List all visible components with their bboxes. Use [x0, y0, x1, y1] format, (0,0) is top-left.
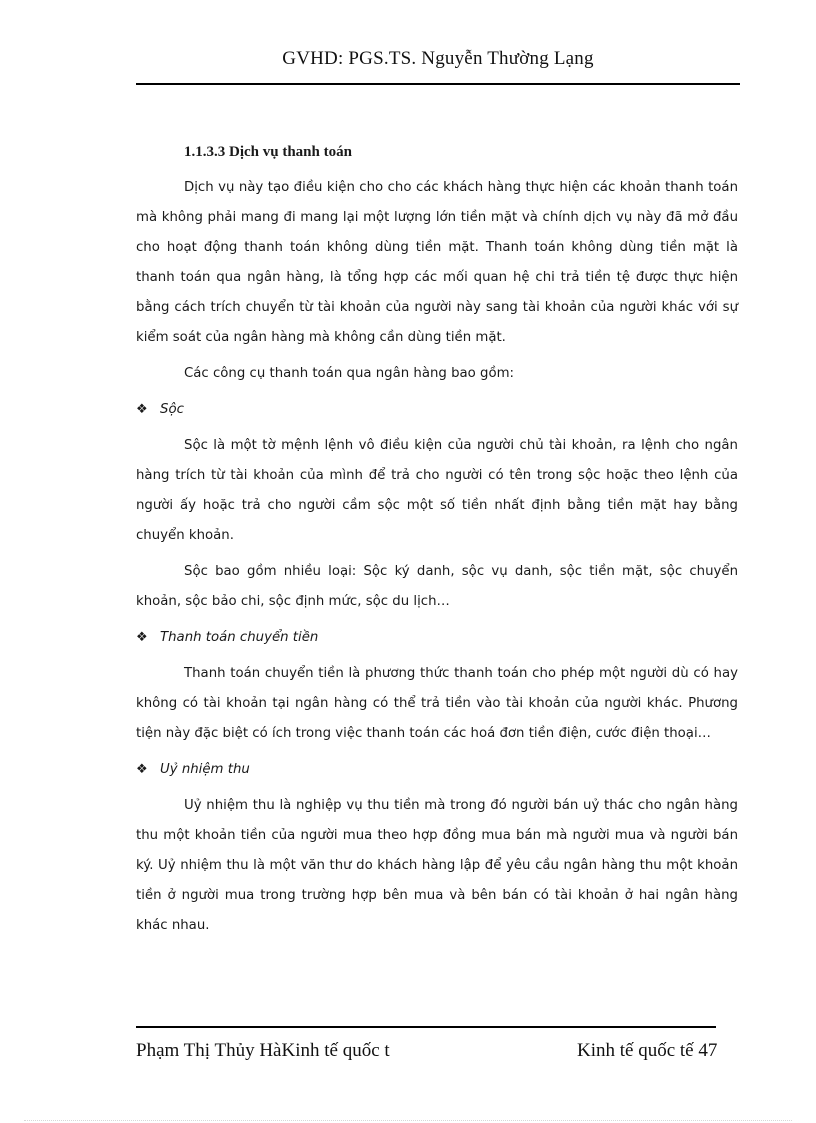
bullet-item-soc [136, 395, 738, 425]
intro-paragraph: Dịch vụ này tạo điều kiện cho cho các khách hàng thực hiện các khoản thanh toán mà không phải mang đi mang lại một lượng lớn tiền mặt và chính dịch vụ này đã mở đầu cho hoạt động thanh toán không dùng tiền mặt. Thanh toán không dùng tiền mặt là thanh toán qua ngân hàng, là tổng hợp các mối quan hệ chi trả tiền tệ được thực hiện bằng cách trích chuyển từ tài khoản của người này sang tài khoản của người khác với sự kiểm soát của ngân hàng mà không cần dùng tiền mặt. [136, 180, 738, 345]
bullet-item-chuyen-tien [136, 623, 738, 653]
header-divider [136, 83, 740, 85]
body-paragraph: Thanh toán chuyển tiền là phương thức thanh toán cho phép một người dù có hay không có tài khoản tại ngân hàng có thể trả tiền vào tài khoản của người khác. Phương tiện này đặc biệt có ích trong việc thanh toán các hoá đơn tiền điện, cước điện thoại… [136, 666, 738, 741]
footer-divider [136, 1026, 716, 1028]
footer-author: Phạm Thị Thủy HàKinh tế quốc t [136, 1040, 390, 1061]
bullet-item-uy-nhiem-thu [136, 755, 738, 785]
body-paragraph: Uỷ nhiệm thu là nghiệp vụ thu tiền mà trong đó người bán uỷ thác cho ngân hàng thu một khoản tiền của người mua theo hợp đồng mua bán mà người mua và người bán ký. Uỷ nhiệm thu là một văn thư do khách hàng lập để yêu cầu ngân hàng thu một khoản tiền ở người mua trong trường hợp bên mua và bên bán có tài khoản ở hai ngân hàng khác nhau. [136, 798, 738, 933]
tools-intro-paragraph: Các công cụ thanh toán qua ngân hàng bao gồm: [184, 366, 515, 381]
bullet-heading: Uỷ nhiệm thu [160, 762, 250, 777]
bullet-heading: Thanh toán chuyển tiền [160, 630, 319, 645]
four-diamond-icon: ❖ [136, 762, 148, 777]
body-paragraph: Sộc là một tờ mệnh lệnh vô điều kiện của người chủ tài khoản, ra lệnh cho ngân hàng trích từ tài khoản của mình để trả cho người có tên trong sộc hoặc theo lệnh của người ấy hoặc trả cho người cầm sộc một số tiền nhất định bằng tiền mặt hay bằng chuyển khoản. [136, 438, 738, 543]
bullet-heading: Sộc [160, 402, 184, 417]
body-paragraph: Sộc bao gồm nhiều loại: Sộc ký danh, sộc vụ danh, sộc tiền mặt, sộc chuyển khoản, sộc bảo chi, sộc định mức, sộc du lịch… [136, 564, 738, 609]
page-content [136, 138, 738, 947]
page-edge-divider [24, 1120, 792, 1121]
section-title: 1.1.3.3 Dịch vụ thanh toán [184, 144, 352, 160]
four-diamond-icon: ❖ [136, 630, 148, 645]
page-header: GVHD: PGS.TS. Nguyễn Thường Lạng [282, 48, 594, 69]
footer-page-label: Kinh tế quốc tế 47 [577, 1040, 718, 1061]
four-diamond-icon: ❖ [136, 402, 148, 417]
